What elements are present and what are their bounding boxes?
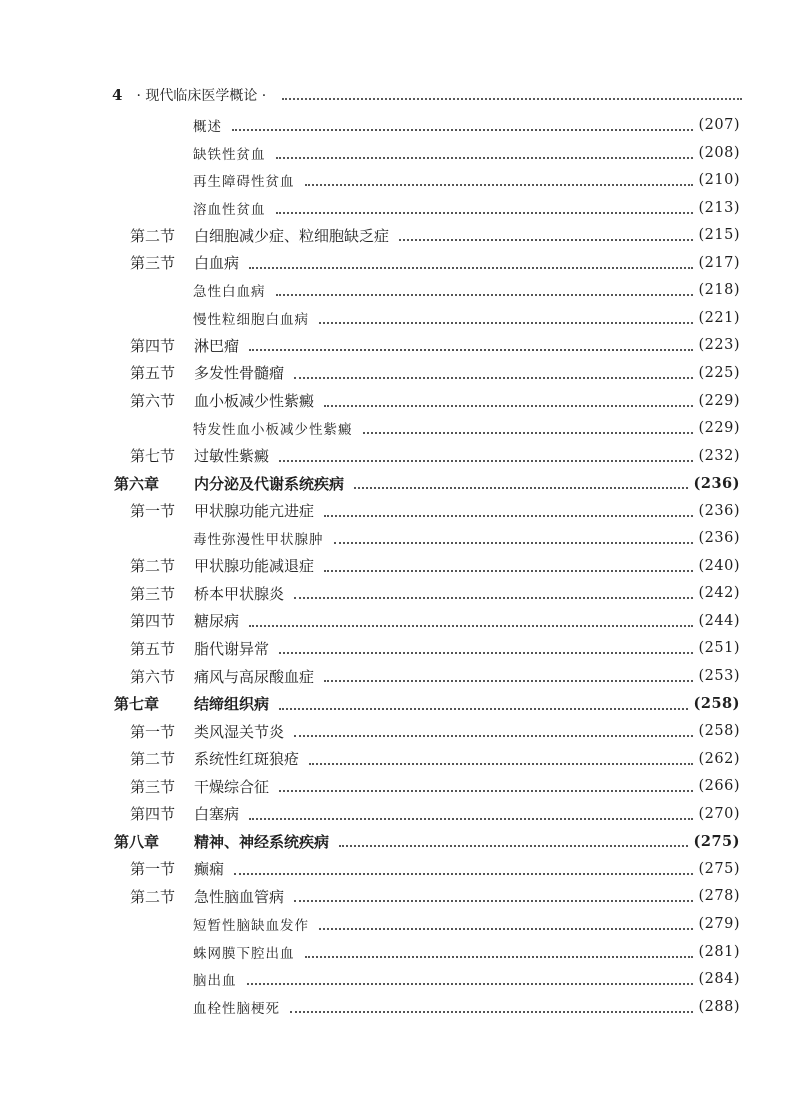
toc-subsection-entry [193,526,740,550]
entry-number: 第二节 [130,750,176,769]
entry-number: 第六章 [114,474,160,493]
entry-number: 第四节 [130,336,176,355]
toc-section-entry [130,389,740,413]
toc-subsection-entry [193,995,740,1019]
entry-page-number: (279) [698,915,740,932]
leader-dots [276,210,693,214]
leader-dots [334,540,693,544]
leader-dots [279,706,687,710]
entry-title: 急性白血病 [193,284,266,301]
toc-subsection-entry [193,416,740,440]
entry-number: 第四节 [130,805,176,824]
entry-title: 脑出血 [193,973,237,990]
entry-number: 第一节 [130,860,176,879]
leader-dots [294,375,692,379]
running-header [112,84,742,106]
toc-subsection-entry [193,912,740,936]
entry-page-number: (275) [693,832,740,850]
entry-title: 血小板减少性紫癜 [194,392,315,410]
entry-page-number: (207) [698,117,740,133]
leader-dots [249,816,692,820]
entry-title: 急性脑血管病 [194,887,285,906]
leader-dots [324,403,692,407]
entry-title: 系统性红斑狼疮 [194,750,300,769]
toc-section-entry [130,581,740,605]
entry-title: 溶血性贫血 [193,201,266,218]
entry-page-number: (236) [698,502,740,519]
toc-subsection-entry [193,141,740,165]
leader-dots [276,292,693,296]
toc-subsection-entry [193,940,740,964]
entry-number: 第一节 [130,722,176,741]
toc-section-entry [130,857,740,881]
leader-dots [324,678,692,682]
leader-dots [319,320,693,324]
entry-number: 第三节 [130,254,176,273]
toc-section-entry [130,774,740,798]
leader-dots [249,623,692,627]
leader-dots [232,127,693,131]
entry-page-number: (215) [698,227,740,244]
entry-page-number: (223) [698,337,740,354]
entry-number: 第二节 [130,226,176,245]
toc-section-entry [130,609,740,633]
page-number: 4 [112,86,123,104]
toc-chapter-entry [114,471,740,495]
entry-title: 缺铁性贫血 [193,146,266,163]
toc-subsection-entry [193,196,740,220]
entry-page-number: (208) [698,144,740,161]
entry-page-number: (221) [698,309,740,326]
entry-page-number: (262) [698,750,740,767]
entry-title: 白塞病 [194,805,240,824]
toc-subsection-entry [193,306,740,330]
leader-dots [399,237,692,241]
leader-dots [279,788,692,792]
leader-dots [324,513,692,517]
entry-title: 淋巴瘤 [194,336,240,355]
entry-title: 痛风与高尿酸血症 [194,667,315,686]
entry-title: 脂代谢异常 [194,639,270,658]
entry-page-number: (284) [698,971,740,988]
leader-dots [319,926,693,930]
entry-number: 第七节 [130,447,176,466]
leader-dots [354,485,687,489]
toc-section-entry [130,251,740,275]
entry-page-number: (236) [693,474,740,492]
leader-dots [294,898,692,902]
entry-title: 再生障碍性贫血 [193,174,295,191]
leader-dots [279,458,692,462]
entry-page-number: (240) [698,557,740,574]
entry-number: 第一节 [130,502,176,521]
entry-title: 白细胞减少症、粒细胞缺乏症 [194,226,390,245]
entry-title: 毒性弥漫性甲状腺肿 [193,532,324,549]
leader-dots [339,843,687,847]
entry-page-number: (236) [698,530,740,547]
leader-dots [294,595,692,599]
entry-page-number: (242) [698,585,740,602]
toc-subsection-entry [193,113,740,137]
entry-number: 第七章 [114,695,160,714]
entry-page-number: (278) [698,888,740,905]
leader-dots [363,430,693,434]
entry-page-number: (244) [698,612,740,629]
entry-number: 第六节 [130,667,176,686]
entry-title: 内分泌及代谢系统疾病 [194,474,345,493]
entry-number: 第八章 [114,832,160,851]
leader-dots [276,155,693,159]
toc-section-entry [130,554,740,578]
entry-number: 第六节 [130,392,176,410]
entry-page-number: (217) [698,254,740,271]
entry-number: 第五节 [130,639,176,658]
entry-page-number: (258) [693,695,740,713]
toc-section-entry [130,361,740,385]
toc-chapter-entry [114,829,740,853]
entry-page-number: (288) [698,998,740,1015]
toc-section-entry [130,719,740,743]
entry-page-number: (251) [698,640,740,657]
leader-dots [290,1009,693,1013]
entry-page-number: (225) [698,364,740,381]
entry-title: 类风湿关节炎 [194,722,285,741]
entry-number: 第二节 [130,887,176,906]
entry-title: 蛛网膜下腔出血 [193,945,295,962]
leader-dots [234,871,692,875]
entry-number: 第五节 [130,364,176,383]
entry-title: 结缔组织病 [194,695,270,714]
entry-title: 慢性粒细胞白血病 [193,311,309,328]
leader-dots [324,568,692,572]
entry-title: 白血病 [194,254,240,273]
leader-dots [249,347,692,351]
toc-section-entry [130,223,740,247]
entry-page-number: (258) [698,723,740,740]
entry-title: 精神、神经系统疾病 [194,832,330,851]
entry-title: 癫痫 [194,860,225,879]
entry-page-number: (229) [698,392,740,409]
toc-section-entry [130,444,740,468]
entry-title: 桥本甲状腺炎 [194,584,285,603]
entry-page-number: (275) [698,860,740,877]
toc-section-entry [130,664,740,688]
entry-title: 糖尿病 [194,612,240,631]
toc-section-entry [130,802,740,826]
entry-title: 甲状腺功能减退症 [194,557,315,576]
header-leader-dots [282,96,742,100]
entry-number: 第二节 [130,557,176,576]
toc-chapter-entry [114,692,740,716]
entry-title: 甲状腺功能亢进症 [194,502,315,521]
entry-title: 短暂性脑缺血发作 [193,917,309,934]
entry-title: 干燥综合征 [194,777,270,796]
entry-title: 概述 [193,119,222,135]
entry-page-number: (253) [698,668,740,684]
leader-dots [247,981,693,985]
leader-dots [305,182,693,186]
entry-title: 血栓性脑梗死 [193,1000,280,1017]
entry-page-number: (229) [698,420,740,437]
entry-page-number: (281) [698,943,740,960]
entry-number: 第四节 [130,612,176,631]
entry-page-number: (266) [698,778,740,795]
entry-title: 过敏性紫癜 [194,447,270,466]
entry-page-number: (210) [698,172,740,189]
toc-section-entry [130,499,740,523]
entry-page-number: (213) [698,199,740,216]
toc-section-entry [130,333,740,357]
entry-number: 第三节 [130,584,176,603]
toc-subsection-entry [193,278,740,302]
book-title: · 现代临床医学概论 · [136,88,267,104]
toc-section-entry [130,747,740,771]
entry-title: 特发性血小板减少性紫癜 [193,422,353,439]
leader-dots [279,650,692,654]
leader-dots [249,265,692,269]
entry-page-number: (218) [698,282,740,299]
toc-subsection-entry [193,967,740,991]
entry-number: 第三节 [130,777,176,796]
leader-dots [294,733,692,737]
toc-section-entry [130,884,740,908]
toc-section-entry [130,636,740,660]
leader-dots [305,954,693,958]
toc-subsection-entry [193,168,740,192]
leader-dots [309,761,692,765]
entry-title: 多发性骨髓瘤 [194,364,285,383]
entry-page-number: (270) [698,805,740,822]
entry-page-number: (232) [698,447,740,464]
